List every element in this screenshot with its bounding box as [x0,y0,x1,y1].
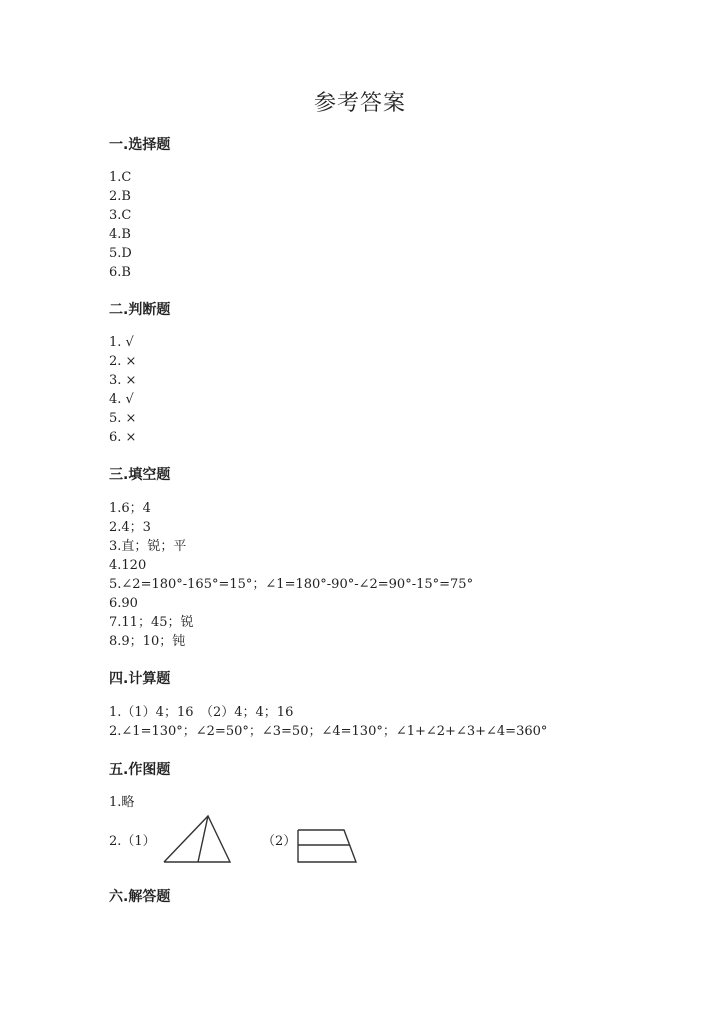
answer-line: 3.直；锐；平 [109,539,187,554]
answer-line: 3.C [109,208,132,223]
triangle-outline [164,816,230,862]
answer-line: 2.B [109,189,131,204]
answer-line: 4.120 [109,558,147,573]
section-heading-judgement: 二.判断题 [109,302,171,318]
answer-line: 1.略 [109,795,135,810]
answer-line: 1. √ [109,335,134,350]
trapezoid-outline [298,830,356,862]
section-heading-fill-blank: 三.填空题 [109,467,171,483]
answer-line: 5.D [109,246,132,261]
answer-line: 7.11；45；锐 [109,615,194,630]
triangle-inner-line [198,816,208,862]
answer-line: 3. × [109,373,137,388]
answer-line: 2. × [109,354,137,369]
answer-line: 5.∠2=180°-165°=15°；∠1=180°-90°-∠2=90°-15°=75° [109,577,474,592]
answer-line: 1.（1）4；16 （2）4；4；16 [109,705,294,720]
answer-line: 2.4；3 [109,520,151,535]
answer-line: 8.9；10；钝 [109,634,186,649]
drawing-label-1: 2.（1） [109,834,156,849]
answer-line: 5. × [109,411,137,426]
answer-line: 1.C [109,170,132,185]
section-heading-drawing: 五.作图题 [109,762,171,778]
answer-line: 6.B [109,265,131,280]
section-heading-calculation: 四.计算题 [109,671,171,687]
answer-line: 6.90 [109,596,138,611]
page-title: 参考答案 [313,91,406,116]
answer-line: 2.∠1=130°；∠2=50°；∠3=50；∠4=130°；∠1+∠2+∠3+∠4=360° [109,724,548,739]
section-heading-choice: 一.选择题 [109,137,171,153]
trapezoid-figure [294,826,360,866]
triangle-figure [158,812,236,866]
drawing-label-2: （2） [262,834,297,849]
answer-line: 1.6；4 [109,501,151,516]
answer-line: 4.B [109,227,131,242]
answer-line: 4. √ [109,392,134,407]
section-heading-solution: 六.解答题 [109,889,171,905]
answer-line: 6. × [109,430,137,445]
